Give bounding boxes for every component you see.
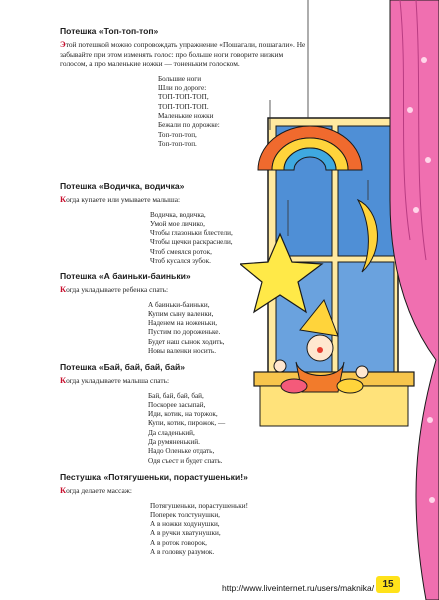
verse-line: Бежали по дорожке: xyxy=(158,121,220,130)
verse-line: А в роток говорок, xyxy=(150,538,207,547)
section-intro: Когда делаете массаж: xyxy=(60,486,132,495)
verse-line: ТОП-ТОП-ТОП. xyxy=(158,102,209,111)
verse-line: Иди, котик, на торжок, xyxy=(148,410,218,419)
section-title: Потешка «Водичка, водичка» xyxy=(60,181,185,191)
section-intro: Этой потешкой можно сопровождать упражнение «Пошагали, пошагали». Не забывайте при этом изменять голос: про больше ноги говорите низким голосом, а про маленькие ножки — тоненьким голоском. xyxy=(60,40,306,69)
section-bainki xyxy=(60,271,310,356)
section-title: Потешка «Бай, бай, бай, бай» xyxy=(60,362,186,372)
verse-line: Будет наш сынок ходить, xyxy=(148,337,225,346)
section-title: Пестушка «Потягушеньки, порастушеньки!» xyxy=(60,472,248,482)
verse-line: А в ручки хватунушки, xyxy=(150,529,221,538)
verse xyxy=(60,75,310,149)
section-bai-bai xyxy=(60,362,310,466)
section-intro: Когда купаете или умываете малыша: xyxy=(60,195,181,204)
verse-line: ТОП-ТОП-ТОП, xyxy=(158,93,209,102)
verse-line: Бай, бай, бай, бай, xyxy=(148,391,204,400)
verse-line: Чтобы глазоньки блестели, xyxy=(150,229,233,238)
page-number: 15 xyxy=(376,576,400,593)
verse-line: Да сладенький, xyxy=(148,428,195,437)
verse-line: Чтоб смеялся роток, xyxy=(150,247,212,256)
verse-line: Топ-топ-топ, xyxy=(158,130,197,139)
verse-line: Чтобы щечки раскраснели, xyxy=(150,238,233,247)
verse-line: Одя съест и будет спать. xyxy=(148,456,223,465)
verse-line: Пустим по дороженьке. xyxy=(148,328,221,337)
verse-line: Наденем на ноженьки, xyxy=(148,319,218,328)
verse-line: Поперек толстунушки, xyxy=(150,510,220,519)
verse xyxy=(60,211,310,267)
verse-line: Маленькие ножки xyxy=(158,111,214,120)
verse-line: Умой мое личико, xyxy=(150,219,205,228)
section-potyagushenki xyxy=(60,472,310,557)
verse-line: Новы валенки носить. xyxy=(148,347,216,356)
section-title: Потешка «Топ-топ-топ» xyxy=(60,26,159,36)
verse-line: Топ-топ-топ. xyxy=(158,139,197,148)
section-intro: Когда укладываете ребенка спать: xyxy=(60,285,169,294)
source-url: http://www.liveinternet.ru/users/maknika/ xyxy=(222,583,375,593)
verse-line: Чтоб кусался зубок. xyxy=(150,257,211,266)
verse-line: Купим сыну валенки, xyxy=(148,309,214,318)
verse-line: Большие ноги xyxy=(158,74,202,83)
section-intro: Когда укладываете малыша спать: xyxy=(60,376,170,385)
verse-line: Да румяненький. xyxy=(148,438,200,447)
verse xyxy=(60,392,310,466)
section-top-top-top xyxy=(60,26,310,149)
verse-line: Потягушеньки, порастушеньки! xyxy=(150,501,248,510)
verse-line: Поскорее засыпай, xyxy=(148,400,206,409)
verse-line: Водичка, водичка, xyxy=(150,210,206,219)
verse-line: А в ножки ходунушки, xyxy=(150,520,220,529)
verse-line: Надо Оленьке отдать, xyxy=(148,447,215,456)
section-title: Потешка «А баиньки-баиньки» xyxy=(60,271,191,281)
verse-line: Купи, котик, пирожок, — xyxy=(148,419,226,428)
section-vodichka xyxy=(60,181,310,266)
verse-line: Шли по дороге: xyxy=(158,84,207,93)
verse-line: А баиньки-баиньки, xyxy=(148,300,210,309)
verse xyxy=(60,502,310,558)
verse xyxy=(60,301,310,357)
verse-line: А в головку разумок. xyxy=(150,548,215,557)
